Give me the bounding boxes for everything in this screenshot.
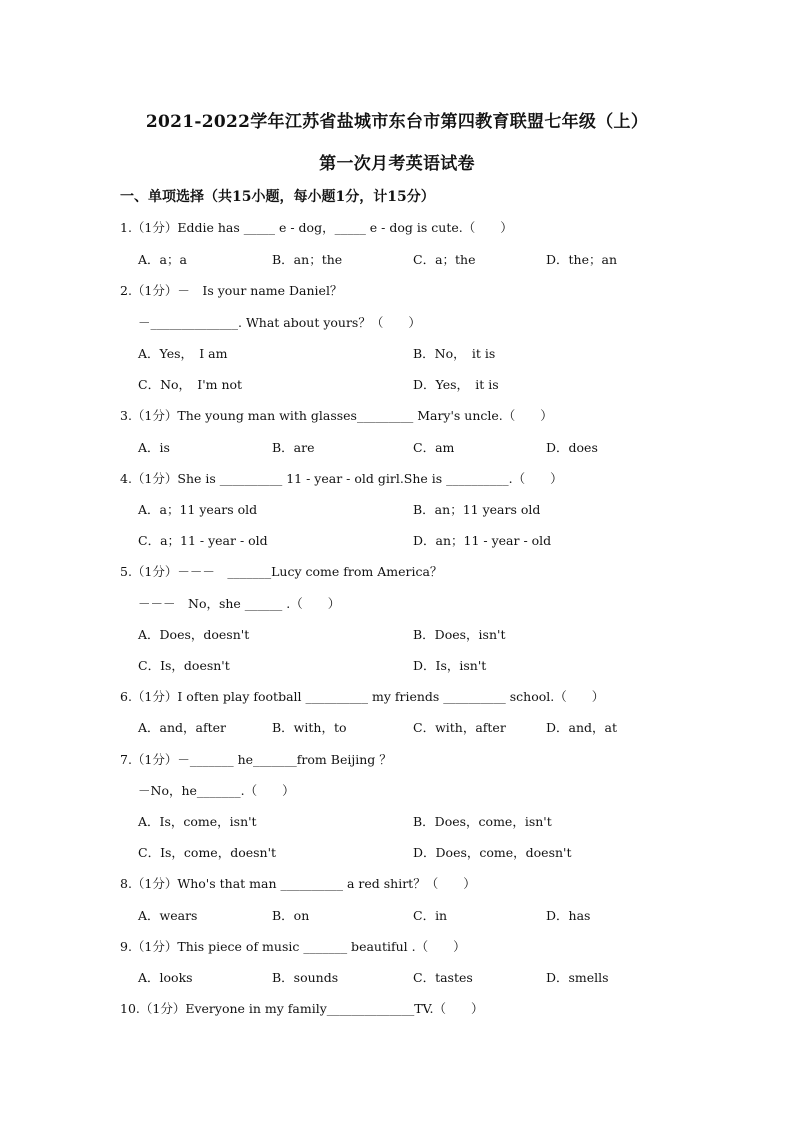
option-b[interactable]: B．with，to: [272, 720, 347, 735]
option-b[interactable]: B．Does，come，isn't: [413, 814, 552, 829]
question-stem: 4.（1分）She is __________ 11 - year - old girl.She is __________.（ ）: [120, 471, 563, 486]
option-a[interactable]: A．Yes， I am: [138, 346, 228, 361]
option-d[interactable]: D．Does，come，doesn't: [413, 845, 572, 860]
option-d[interactable]: D．the；an: [546, 252, 617, 267]
option-d[interactable]: D．an；11 - year - old: [413, 533, 552, 548]
option-b[interactable]: B．No， it is: [413, 346, 496, 361]
option-a[interactable]: A．a；a: [138, 252, 187, 267]
question-stem-line2: －No，he_______.（ ）: [138, 783, 295, 798]
question-stem: 9.（1分）This piece of music _______ beautiful .（ ）: [120, 939, 466, 954]
question-stem: 7.（1分）－_______ he_______from Beijing ？: [120, 752, 392, 767]
option-d[interactable]: D．Is，isn't: [413, 658, 487, 673]
question-stem: 8.（1分）Who's that man __________ a red shirt？（ ）: [120, 876, 476, 891]
option-a[interactable]: A．and，after: [138, 720, 227, 735]
option-b[interactable]: B．Does，isn't: [413, 627, 506, 642]
exam-title-line1: 2021-2022学年江苏省盐城市东台市第四教育联盟七年级（上）: [145, 112, 649, 132]
option-a[interactable]: A．wears: [138, 908, 198, 923]
option-c[interactable]: C．am: [413, 440, 455, 455]
option-c[interactable]: C．a；11 - year - old: [138, 533, 268, 548]
option-c[interactable]: C．in: [413, 908, 448, 923]
option-a[interactable]: A．looks: [138, 970, 193, 985]
option-c[interactable]: C．Is，come，doesn't: [138, 845, 277, 860]
question-stem-line2: －－－ No，she ______ .（ ）: [138, 596, 341, 611]
option-b[interactable]: B．are: [272, 440, 315, 455]
section-heading: 一、单项选择（共15小题，每小题1分，计15分）: [120, 189, 435, 205]
option-d[interactable]: D．and，at: [546, 720, 618, 735]
option-c[interactable]: C．with，after: [413, 720, 506, 735]
option-a[interactable]: A．Is，come，isn't: [138, 814, 257, 829]
option-b[interactable]: B．an；11 years old: [413, 502, 541, 517]
option-d[interactable]: D．has: [546, 908, 591, 923]
option-a[interactable]: A．Does，doesn't: [138, 627, 250, 642]
option-b[interactable]: B．on: [272, 908, 310, 923]
option-c[interactable]: C．No， I'm not: [138, 377, 243, 392]
option-a[interactable]: A．is: [138, 440, 170, 455]
question-stem: 10.（1分）Everyone in my family______________TV.（ ）: [120, 1001, 484, 1016]
option-c[interactable]: C．tastes: [413, 970, 473, 985]
option-d[interactable]: D．does: [546, 440, 598, 455]
question-stem: 1.（1分）Eddie has _____ e - dog，_____ e - dog is cute.（ ）: [120, 220, 513, 235]
option-b[interactable]: B．an；the: [272, 252, 343, 267]
option-d[interactable]: D．smells: [546, 970, 609, 985]
option-b[interactable]: B．sounds: [272, 970, 339, 985]
option-a[interactable]: A．a；11 years old: [138, 502, 258, 517]
option-c[interactable]: C．a；the: [413, 252, 476, 267]
question-stem: 2.（1分）－ Is your name Daniel？: [120, 283, 343, 298]
question-stem: 3.（1分）The young man with glasses_________ Mary's uncle.（ ）: [120, 408, 553, 423]
option-c[interactable]: C．Is，doesn't: [138, 658, 230, 673]
question-stem: 5.（1分）－－－ _______Lucy come from America？: [120, 564, 443, 579]
question-stem-line2: －______________. What about yours？（ ）: [138, 315, 421, 330]
question-stem: 6.（1分）I often play football __________ my friends __________ school.（ ）: [120, 689, 605, 704]
exam-title-line2: 第一次月考英语试卷: [319, 154, 475, 174]
option-d[interactable]: D．Yes， it is: [413, 377, 499, 392]
